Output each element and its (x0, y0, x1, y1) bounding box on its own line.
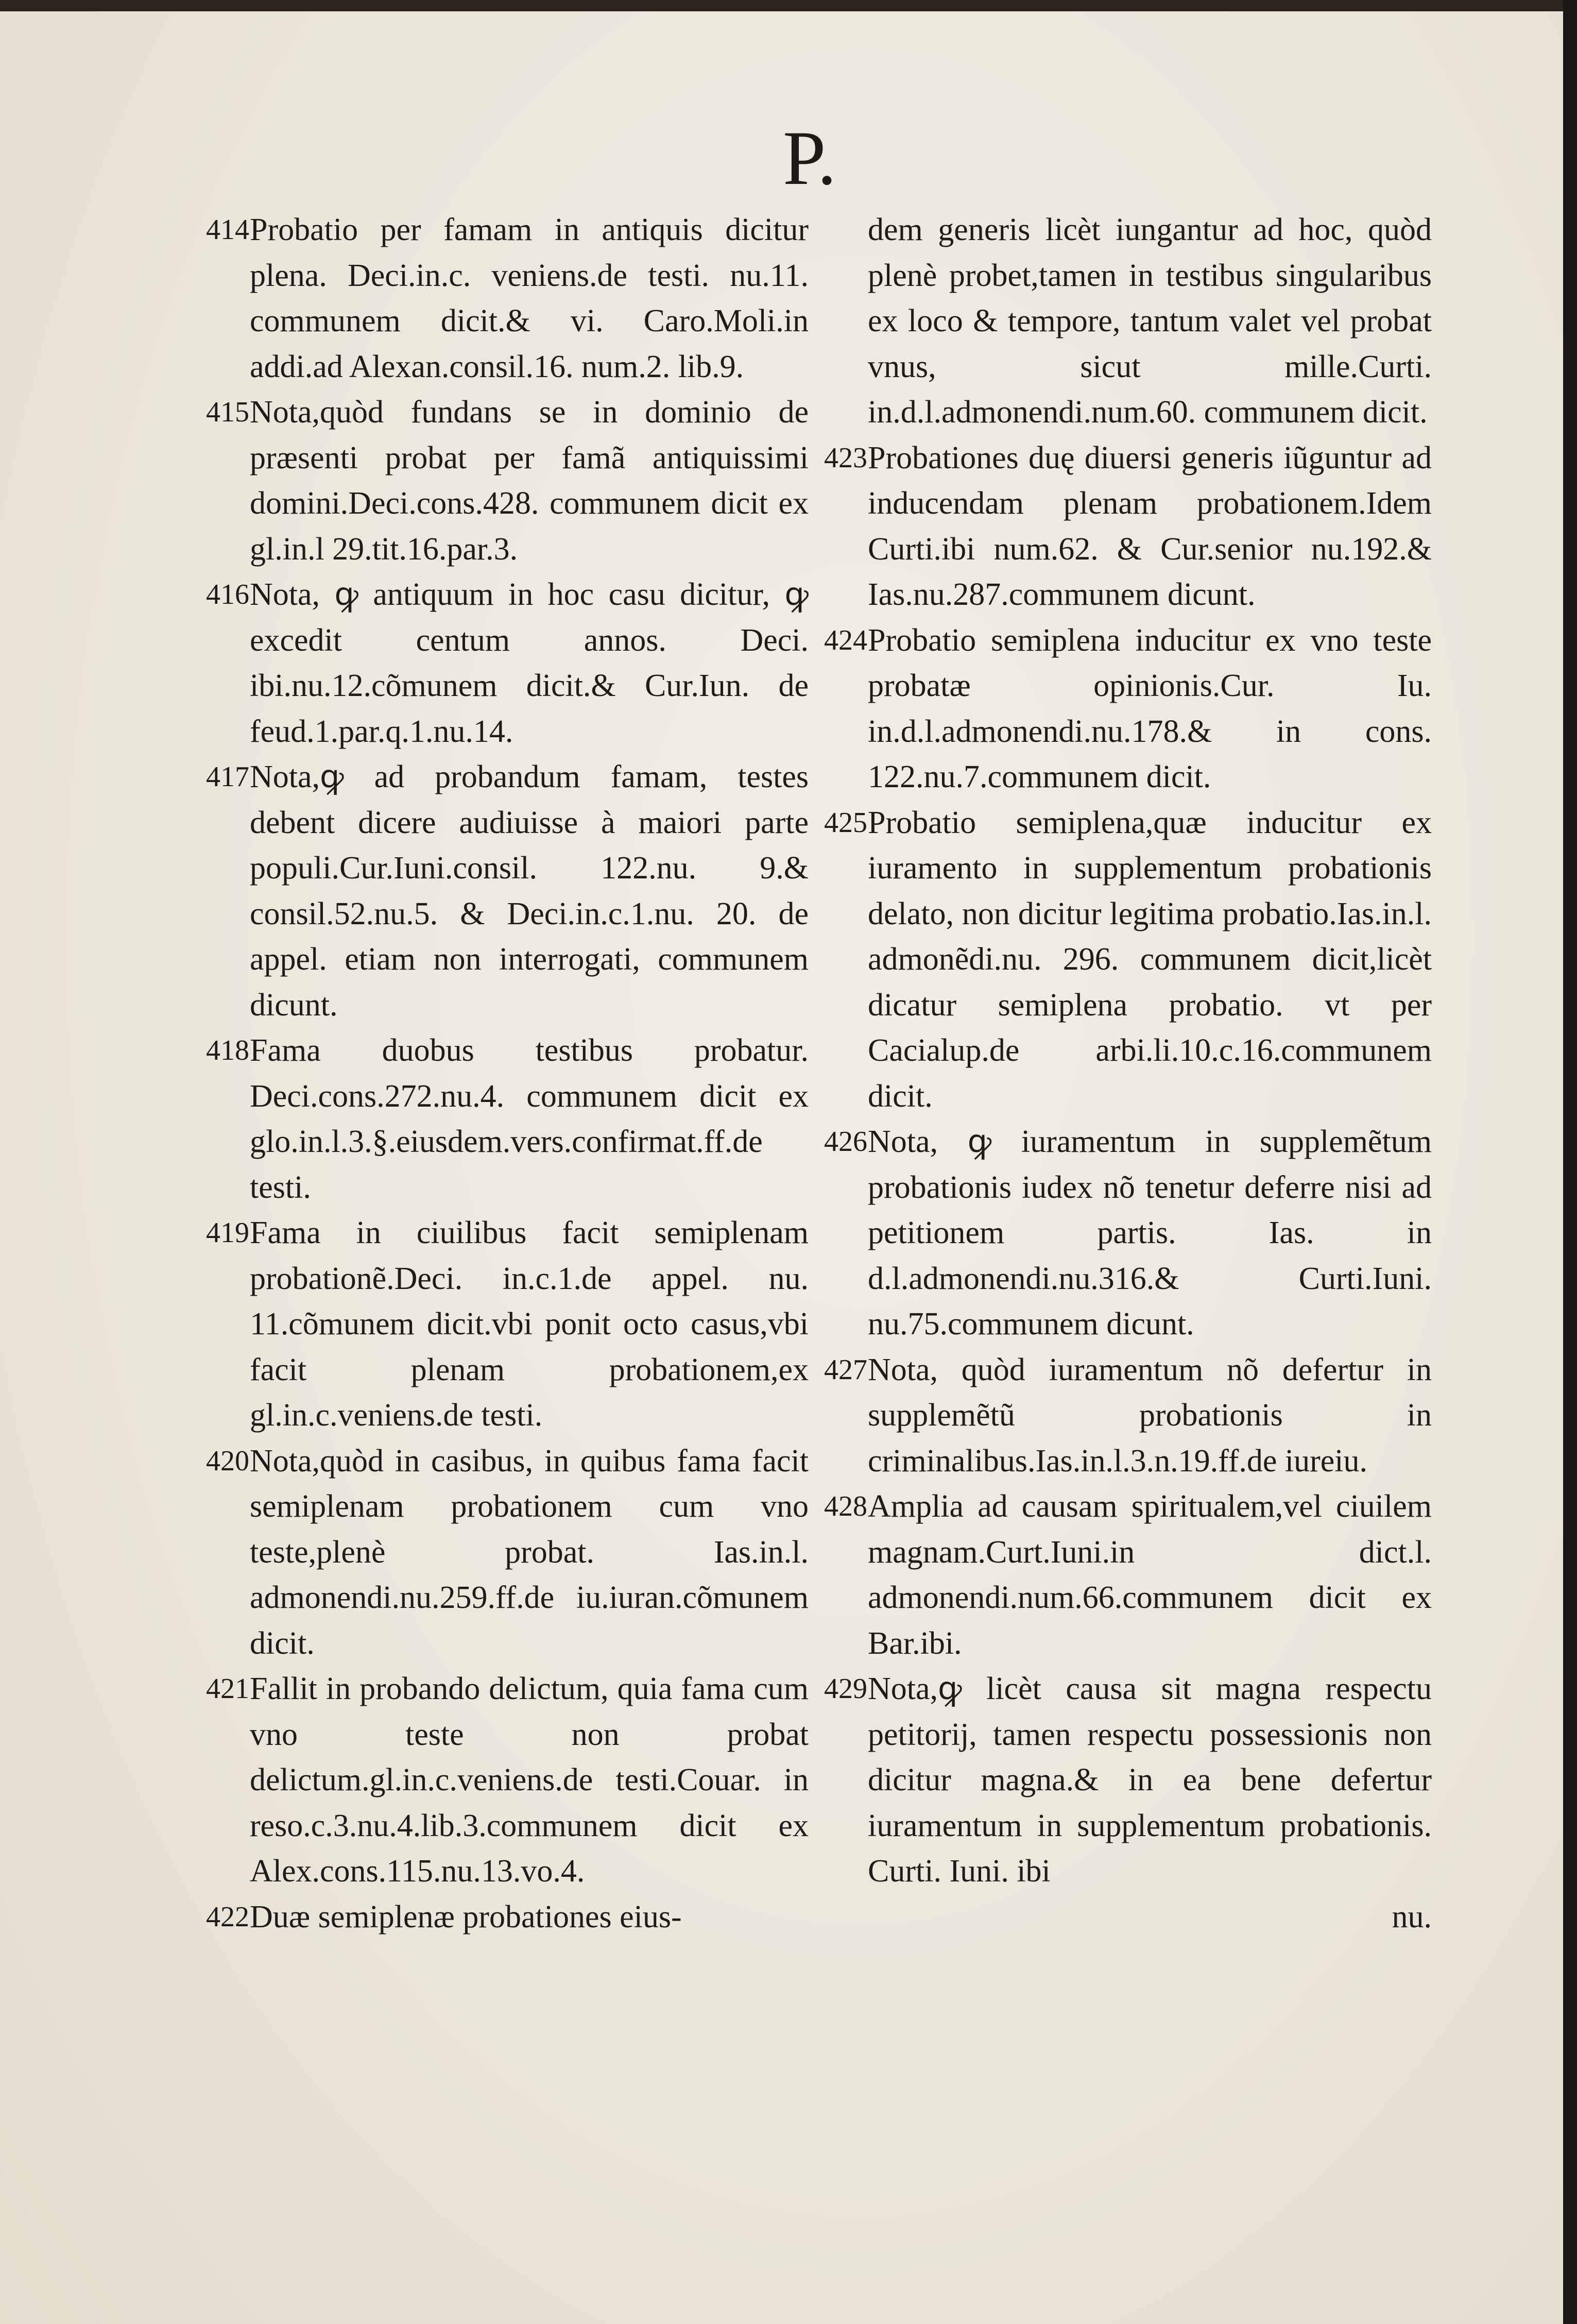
entry-425 (824, 800, 1432, 1119)
entry-text: Nota, ꝙ antiquum in hoc casu dicitur, ꝙ excedit centum annos. Deci. ibi.nu.12.cõmunem dicit.& Cur.Iun. de feud.1.par.q.1.nu.14. (250, 577, 809, 749)
entry-number: 419 (206, 1217, 249, 1249)
entry-text: Probatio semiplena,quæ inducitur ex iuramento in supplementum probationis delato, non dicitur legitima probatio.Ias.in.l. admonẽdi.nu. 296. communem dicit,licèt dicatur semiplena probatio. vt per Cacialup.de arbi.li.10.c.16.communem dicit. (868, 805, 1432, 1114)
entry-text: Nota,quòd in casibus, in quibus fama facit semiplenam probationem cum vno teste,plenè probat. Ias.in.l. admonendi.nu.259.ff.de iu.iuran.cõmunem dicit. (250, 1443, 809, 1661)
entry-text: Nota,ꝙ ad probandum famam, testes debent dicere audiuisse à maiori parte populi.Cur.Iuni.consil. 122.nu. 9.& consil.52.nu.5. & Deci.in.c.1.nu. 20. de appel. etiam non interrogati, communem dicunt. (250, 759, 809, 1023)
book-page (0, 11, 1563, 2324)
entry-number: 420 (206, 1445, 249, 1477)
entry-418 (206, 1028, 809, 1210)
entry-422 (206, 1894, 809, 1940)
entry-text: Probatio semiplena inducitur ex vno teste probatæ opinionis.Cur. Iu. in.d.l.admonendi.nu.178.& in cons. 122.nu.7.communem dicit. (868, 622, 1432, 794)
entry-text: Probationes duę diuersi generis iũguntur ad inducendam plenam probationem.Idem Curti.ibi num.62. & Cur.senior nu.192.& Ias.nu.287.communem dicunt. (868, 440, 1432, 612)
left-column (206, 207, 809, 1940)
entry-number: 429 (824, 1673, 867, 1705)
entry-number: 418 (206, 1034, 249, 1066)
entry-429 (824, 1666, 1432, 1894)
entry-number: 427 (824, 1353, 867, 1386)
entry-text: Nota, ꝙ iuramentum in supplemẽtum probationis iudex nõ tenetur deferre nisi ad petitionem partis. Ias. in d.l.admonendi.nu.316.& Curti.Iuni. nu.75.communem dicunt. (868, 1124, 1432, 1342)
entry-text: Nota,quòd fundans se in dominio de præsenti probat per famã antiquissimi domini.Deci.cons.428. communem dicit ex gl.in.l 29.tit.16.par.3. (250, 395, 809, 567)
entry-415 (206, 389, 809, 572)
entry-426 (824, 1119, 1432, 1347)
section-letter-heading: P. (783, 115, 837, 201)
entry-416 (206, 572, 809, 754)
right-column (824, 207, 1432, 1940)
catchword-tail: nu. (1392, 1899, 1432, 1935)
entry-423 (824, 435, 1432, 618)
entry-417 (206, 754, 809, 1028)
entry-number: 426 (824, 1126, 867, 1158)
entry-number: 415 (206, 396, 249, 428)
entry-number: 414 (206, 214, 249, 246)
entry-number: 423 (824, 442, 867, 474)
entry-text: Probatio per famam in antiquis dicitur plena. Deci.in.c. veniens.de testi. nu.11. communem dicit.& vi. Caro.Moli.in addi.ad Alexan.consil.16. num.2. lib.9. (250, 212, 809, 384)
entry-text: Fama duobus testibus probatur. Deci.cons.272.nu.4. communem dicit ex glo.in.l.3.§.eiusdem.vers.confirmat.ff.de testi. (250, 1033, 809, 1205)
entry-420 (206, 1438, 809, 1667)
entry-424 (824, 618, 1432, 800)
entry-text: Nota,ꝙ licèt causa sit magna respectu petitorij, tamen respectu possessionis non dicitur magna.& in ea bene defertur iuramentum in supplementum probationis. Curti. Iuni. ibi (868, 1671, 1432, 1889)
entry-text: Duæ semiplenæ probationes eius- (250, 1899, 682, 1935)
entry-421 (206, 1666, 809, 1894)
right-entries (824, 435, 1432, 1894)
entry-text: Fama in ciuilibus facit semiplenam probationẽ.Deci. in.c.1.de appel. nu. 11.cõmunem dicit.vbi ponit octo casus,vbi facit plenam probationem,ex gl.in.c.veniens.de testi. (250, 1215, 809, 1433)
entry-number: 417 (206, 761, 249, 793)
entry-number: 421 (206, 1673, 249, 1705)
entry-427 (824, 1347, 1432, 1484)
entry-number: 424 (824, 624, 867, 656)
continuation-text: dem generis licèt iungantur ad hoc, quòd plenè probet,tamen in testibus singularibus ex loco & tempore, tantum valet vel probat vnus, sicut mille.Curti. in.d.l.admonendi.num.60. communem dicit. (868, 212, 1432, 430)
entry-number: 416 (206, 579, 249, 610)
entry-428 (824, 1484, 1432, 1666)
entry-419 (206, 1210, 809, 1438)
page-top-edge (0, 0, 1563, 11)
entry-text: Amplia ad causam spiritualem,vel ciuilem magnam.Curt.Iuni.in dict.l. admonendi.num.66.communem dicit ex Bar.ibi. (868, 1489, 1432, 1661)
entry-text: Nota, quòd iuramentum nõ defertur in supplemẽtũ probationis in criminalibus.Ias.in.l.3.n.19.ff.de iureiu. (868, 1352, 1432, 1479)
entry-number: 425 (824, 806, 867, 839)
entry-number: 428 (824, 1490, 867, 1522)
entry-number: 422 (206, 1901, 249, 1933)
entry-text: Fallit in probando delictum, quia fama cum vno teste non probat delictum.gl.in.c.veniens.de testi.Couar. in reso.c.3.nu.4.lib.3.communem dicit ex Alex.cons.115.nu.13.vo.4. (250, 1671, 809, 1889)
entry-414 (206, 207, 809, 389)
